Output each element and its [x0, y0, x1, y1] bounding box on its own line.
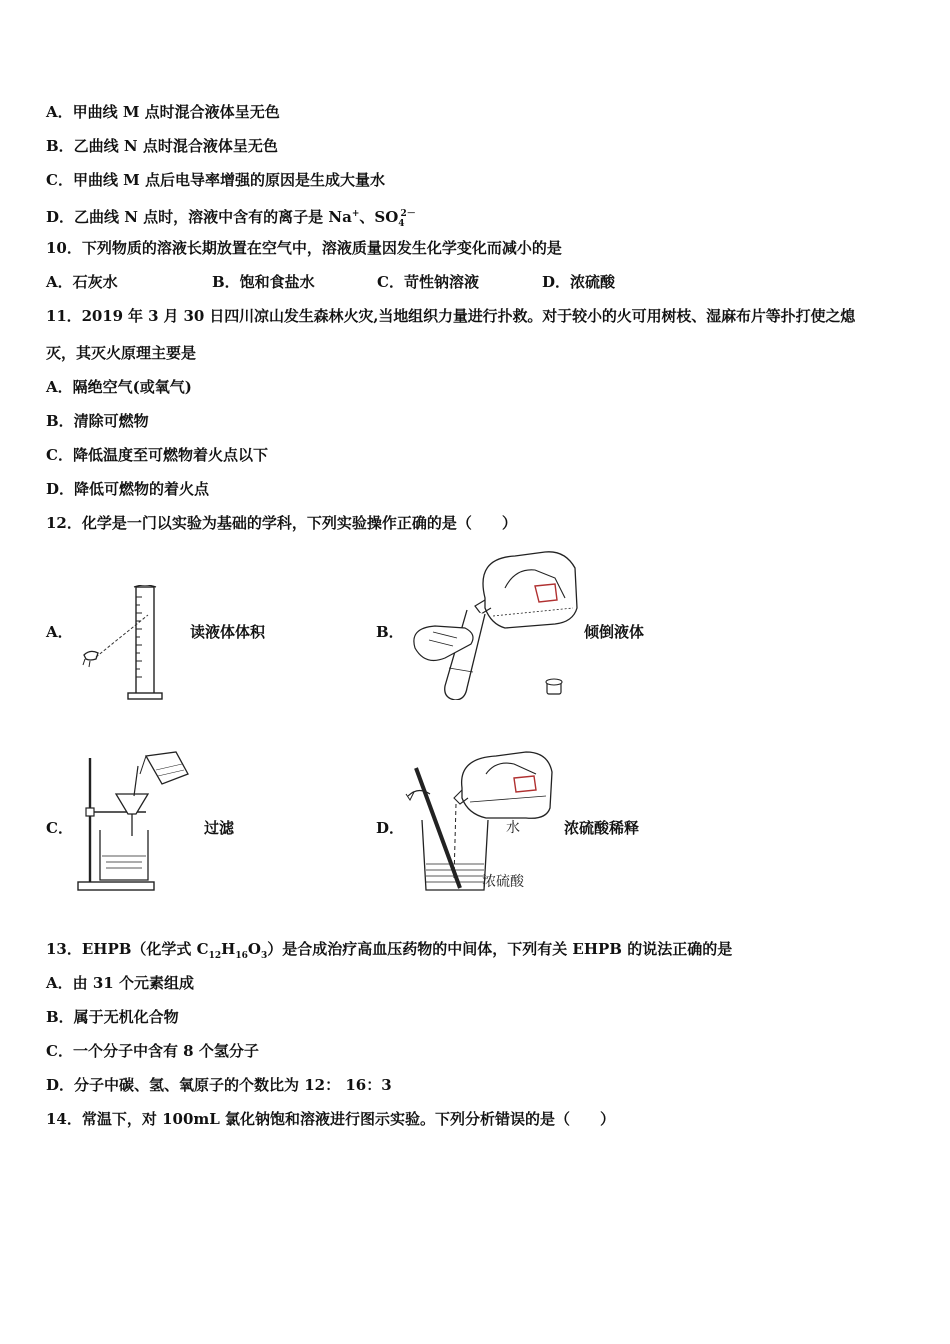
q10-option-d: D．浓硫酸 [542, 273, 616, 291]
q14-stem: 14．常温下，对 100mL 氯化钠饱和溶液进行图示实验。下列分析错误的是（ ） [46, 1110, 616, 1128]
q9-option-a: A．甲曲线 M 点时混合液体呈无色 [46, 103, 280, 121]
q13-stem [46, 939, 732, 966]
pouring-liquid-figure [405, 548, 585, 700]
hydrogen-subscript: 16 [235, 951, 248, 961]
q12-option-d-label: 浓硫酸稀释 [564, 819, 640, 837]
q10-stem: 10．下列物质的溶液长期放置在空气中，溶液质量因发生化学变化而减小的是 [46, 239, 562, 257]
q12-option-a-label: 读液体体积 [190, 623, 266, 641]
q9-option-d [46, 204, 416, 234]
q12-stem: 12．化学是一门以实验为基础的学科，下列实验操作正确的是（ ） [46, 514, 517, 532]
carbon-subscript: 12 [208, 951, 222, 961]
q11-option-b: B．清除可燃物 [46, 412, 149, 430]
q13-option-c: C．一个分子中含有 8 个氢分子 [46, 1042, 259, 1060]
q13-option-b: B．属于无机化合物 [46, 1008, 179, 1026]
sodium-charge: + [351, 209, 360, 219]
q11-option-d: D．降低可燃物的着火点 [46, 480, 210, 498]
oxygen-symbol: O [247, 940, 261, 958]
q13-stem-post: ）是合成治疗高血压药物的中间体，下列有关 EHPB 的说法正确的是 [267, 940, 733, 958]
q13-stem-pre: 13．EHPB（化学式 C [46, 940, 209, 958]
q10-option-a: A．石灰水 [46, 273, 118, 291]
q13-option-d: D．分子中碳、氢、氧原子的个数比为 12： 16：3 [46, 1076, 392, 1094]
acid-dilution-figure [396, 738, 556, 896]
q10-option-c: C．苛性钠溶液 [377, 273, 479, 291]
q9-option-d-text: D．乙曲线 N 点时，溶液中含有的离子是 Na [46, 208, 352, 226]
q12-option-d-letter: D． [376, 819, 405, 837]
sulfate-charge: 2－ [400, 209, 416, 219]
q9-option-d-mid: 、SO [359, 208, 399, 226]
q11-option-c: C．降低温度至可燃物着火点以下 [46, 446, 268, 464]
q12-option-c-label: 过滤 [204, 819, 235, 837]
hydrogen-symbol: H [221, 940, 236, 958]
q11-stem-line2: 灭，其灭火原理主要是 [46, 344, 197, 362]
q11-stem-line1: 11．2019 年 3 月 30 日四川凉山发生森林火灾,当地组织力量进行扑救。对于较小的火可用树枝、湿麻布片等扑打使之熄 [46, 307, 856, 325]
q12-option-a-letter: A． [46, 623, 73, 641]
q12-option-b-letter: B． [376, 623, 404, 641]
q12-option-b-label: 倾倒液体 [584, 623, 645, 641]
q9-option-c: C．甲曲线 M 点后电导率增强的原因是生成大量水 [46, 171, 385, 189]
sulfate-subscript: 4 [398, 219, 405, 229]
q9-option-b: B．乙曲线 N 点时混合液体呈无色 [46, 137, 278, 155]
filtration-figure [76, 744, 194, 894]
q13-option-a: A．由 31 个元素组成 [46, 974, 194, 992]
oxygen-subscript: 3 [260, 951, 268, 961]
water-label: 水 [506, 820, 520, 836]
acid-label: 浓硫酸 [482, 874, 524, 890]
q11-option-a: A．隔绝空气(或氧气) [46, 378, 192, 396]
q10-option-b: B．饱和食盐水 [212, 273, 315, 291]
graduated-cylinder-figure [78, 585, 178, 705]
q12-option-c-letter: C． [46, 819, 73, 837]
